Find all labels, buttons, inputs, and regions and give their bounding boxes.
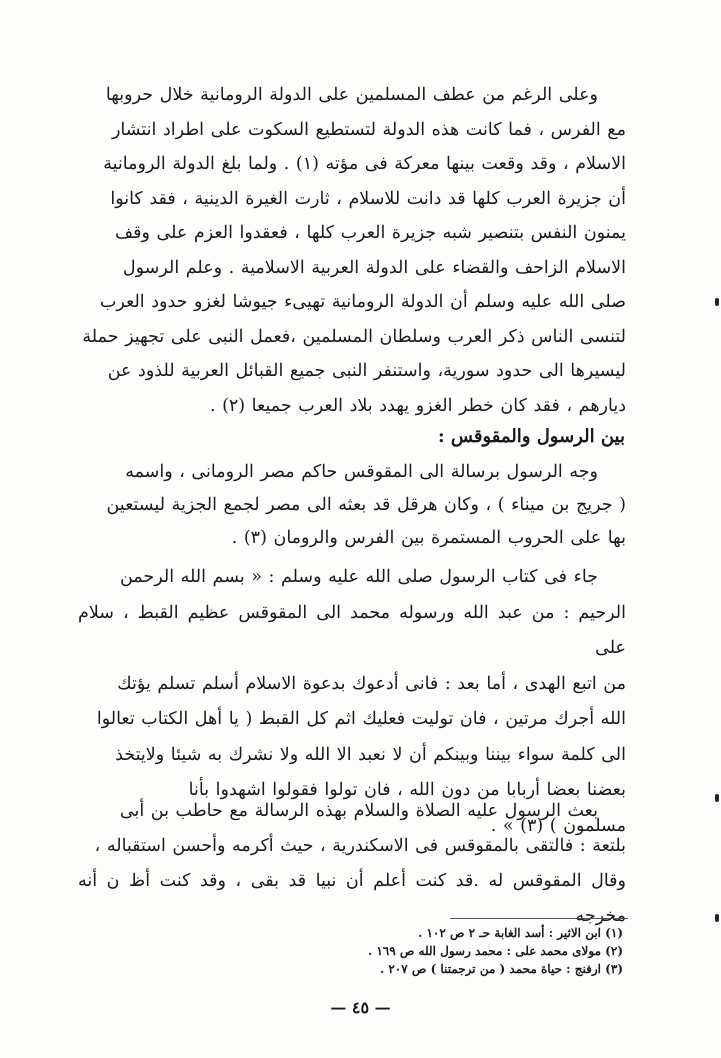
paragraph-line: الى كلمة سواء بيننا وبينكم أن لا نعبد الا الله ولا نشرك به شيئا ولايتخذ — [115, 744, 626, 765]
section-heading: بين الرسول والمقوقس : — [437, 426, 625, 447]
page-number: — ٤٥ — — [330, 998, 391, 1017]
scan-edge-mark — [715, 298, 719, 306]
scan-edge-mark — [715, 914, 719, 922]
paragraph-line: الرحيم : من عبد الله ورسوله محمد الى المقوقس عظيم القبط ، سلام على — [78, 602, 626, 658]
paragraph-line: مسلمون ) (٣) » . — [490, 815, 626, 836]
paragraph-line: لتنسى الناس ذكر العرب وسلطان المسلمين ،فعمل النبى على تجهيز حملة — [82, 326, 626, 347]
paragraph-line: مع الفرس ، فما كانت هذه الدولة لتستطيع السكوت على اطراد انتشار — [111, 119, 626, 140]
paragraph-line: الله أجرك مرتين ، فان توليت فعليك اثم كل القبط ( يا أهل الكتاب تعالوا — [96, 709, 626, 729]
paragraph-line: ليسيرها الى حدود سورية، واستنفر النبى جميع القبائل العربية للذود عن — [107, 361, 626, 381]
footnote-divider — [450, 918, 628, 919]
paragraph-line: أن جزيرة العرب كلها قد دانت للاسلام ، ثارت الغيرة الدينية ، فقد كانوا — [110, 188, 626, 209]
paragraph-2 — [78, 456, 626, 555]
scan-edge-mark — [715, 794, 719, 802]
footnote-3: (٣) ارفنج : حياة محمد ( من ترجمتنا ) ص ٢٠٧ . — [380, 962, 623, 976]
paragraph-line: الاسلام ، وقد وقعت بينها معركة فى مؤته (١) . ولما بلغ الدولة الرومانية — [103, 154, 626, 174]
paragraph-line: بعضنا بعضا أربابا من دون الله ، فان تولوا فقولوا اشهدوا بأنا — [188, 780, 626, 800]
paragraph-line: من اتبع الهدى ، أما بعد : فانى أدعوك بدعوة الاسلام أسلم تسلم يؤتك — [117, 673, 626, 694]
paragraph-line: وقال المقوقس له .قد كنت أعلم أن نبيا قد بقى ، وقد كنت أظ ن أنه مخرجه — [78, 871, 626, 926]
footnote-1: (١) ابن الاثير : أسد الغابة حـ ٢ ص ١٠٢ . — [418, 926, 623, 940]
footnote-2: (٢) مولاى محمد على : محمد رسول الله ص ١٦٩ . — [367, 944, 623, 958]
paragraph-line: ديارهم ، فقد كان خطر الغزو يهدد بلاد العرب جميعا (٢) . — [209, 395, 626, 416]
paragraph-line: صلى الله عليه وسلم أن الدولة الرومانية تهيىء جيوشا لغزو حدود العرب — [99, 292, 626, 312]
paragraph-1 — [78, 78, 626, 423]
paragraph-line: ( جريج بن ميناء ) ، وكان هرقل قد بعثه الى مصر لجمع الجزية ليستعين — [106, 495, 626, 515]
footnotes — [368, 924, 623, 978]
paragraph-line: وجه الرسول برسالة الى المقوقس حاكم مصر الرومانى ، واسمه — [125, 462, 598, 482]
paragraph-line: يمنون النفس بتنصير شبه جزيرة العرب كلها ، فعقدوا العزم على وقف — [114, 223, 626, 243]
paragraph-line: بها على الحروب المستمرة بين الفرس والرومان (٣) . — [231, 528, 626, 548]
paragraph-line: جاء فى كتاب الرسول صلى الله عليه وسلم : « بسم الله الرحمن — [119, 567, 598, 587]
paragraph-line: وعلى الرغم من عطف المسلمين على الدولة الرومانية خلال حروبها — [105, 85, 598, 105]
paragraph-line: الاسلام الزاحف والقضاء على الدولة العربية الاسلامية . وعلم الرسول — [122, 257, 626, 278]
paragraph-line: بلتعة : فالتقى بالمقوقس فى الاسكندرية ، حيث أكرمه وأحسن استقباله ، — [94, 836, 626, 856]
paragraph-4 — [78, 794, 626, 934]
paragraph-line: بعث الرسول عليه الصلاة والسلام بهذه الرسالة مع حاطب بن أبى — [119, 801, 598, 821]
